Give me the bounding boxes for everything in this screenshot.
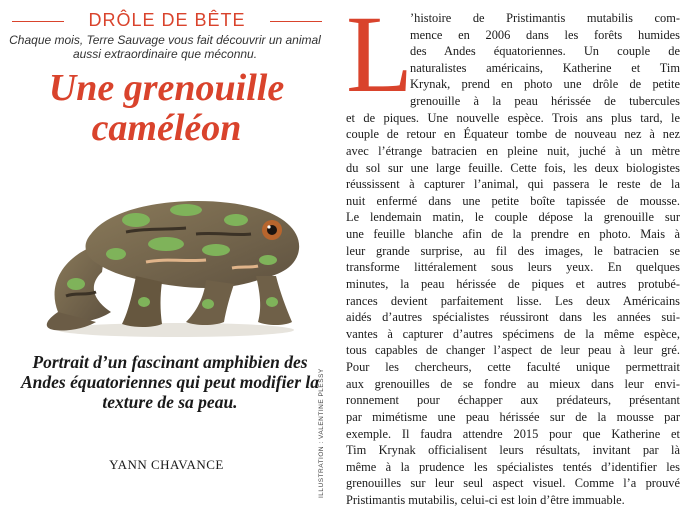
body-line: grenouilles sur leur seul aspect visuel. Comme l’a prouvé <box>346 476 680 491</box>
body-line: couple de retour en Équateur tombe de nouveau nez à nez <box>346 127 680 142</box>
body-line: réussissent à capturer l’animal, qui passera le reste de la <box>346 177 680 192</box>
rubric-rule-right <box>270 21 322 22</box>
body-line: Pour les chercheurs, cette faculté unique permettrait <box>346 360 680 375</box>
title-line-2: caméléon <box>91 107 242 149</box>
body-line: aux grenouilles de se fondre au mieux dans leur envi- <box>346 376 680 391</box>
article-lede: Portrait d’un fascinant amphibien des Andes équatoriennes qui peut modifier la texture de sa peau. <box>20 352 319 412</box>
article-author: YANN CHAVANCE <box>109 457 224 472</box>
sidebar-column <box>0 0 333 510</box>
body-line: Le lendemain matin, le couple dépose la grenouille sur <box>346 210 680 225</box>
body-line: ronnement pour échapper aux prédateurs, présentant <box>346 393 680 408</box>
body-line: Krynak, prend en photo une drôle de petite <box>410 77 680 92</box>
rubric-header <box>12 10 322 32</box>
body-line: avec l’étrange batracien en pleine nuit, juché à un mètre <box>346 143 680 158</box>
frog-eye-glint <box>267 225 270 228</box>
body-line: par mimétisme une peau hérissée sur de la mousse par <box>346 409 680 424</box>
body-line: aidés d’autres spécialistes réussiront dans les années sui- <box>346 310 680 325</box>
body-line: leur grande surprise, au fil des images, le batracien se <box>346 243 680 258</box>
body-line: exemple. Il faudra attendre 2015 pour que Katherine et <box>346 426 680 441</box>
body-line: une feuille blanche afin de la prendre en photo. Mais à <box>346 227 680 242</box>
rubric-label: DRÔLE DE BÊTE <box>88 10 246 30</box>
body-line: grenouille à la peau hérissée de tubercules <box>410 94 680 109</box>
body-line: Pristimantis mutabilis, celui-ci est loin d’être immuable. <box>346 493 625 507</box>
body-line: rances devient parfaitement lisse. Les deux Américains <box>346 293 680 308</box>
frog-illustration <box>36 172 316 340</box>
body-line: même à la prudence les spécialistes tentés d’identifier les <box>346 459 680 474</box>
article-title <box>0 68 333 148</box>
body-line: ’histoire de Pristimantis mutabilis com- <box>410 11 680 25</box>
title-line-1: Une grenouille <box>48 67 285 109</box>
body-line: nuit enfermé dans une petite boîte tapissée de mousse. <box>346 193 680 208</box>
body-line: du sol sur une large feuille. Cette fois, les deux biologistes <box>346 160 680 175</box>
body-line: vantes à capturer d’autres spécimens de la même espèce, <box>346 326 680 341</box>
body-line: minutes, la peau hérissée de piques et autres protubé- <box>346 276 680 291</box>
drop-cap: L <box>346 0 414 115</box>
body-line: Tim Krynak officialisent leurs résultats, invitant par là <box>346 443 680 458</box>
body-line: des Andes équatoriennes. Un couple de <box>410 44 680 59</box>
frog-shadow <box>58 323 294 337</box>
illustration-credit: ILLUSTRATION : VALENTINE PLESSY <box>318 368 325 498</box>
body-line: tous capables de changer l’aspect de leur peau à leur gré. <box>346 343 680 358</box>
body-line: mence en 2006 dans les forêts humides <box>410 27 680 42</box>
body-line: et de piques. Une nouvelle espèce. Trois ans plus tard, le <box>346 110 680 125</box>
body-line: naturalistes américains, Katherine et Tim <box>410 60 680 75</box>
body-line: transforme littéralement sous leurs yeux. En quelques <box>346 260 680 275</box>
series-blurb: Chaque mois, Terre Sauvage vous fait découvrir un animal aussi extraordinaire que méconnu. <box>9 33 321 61</box>
